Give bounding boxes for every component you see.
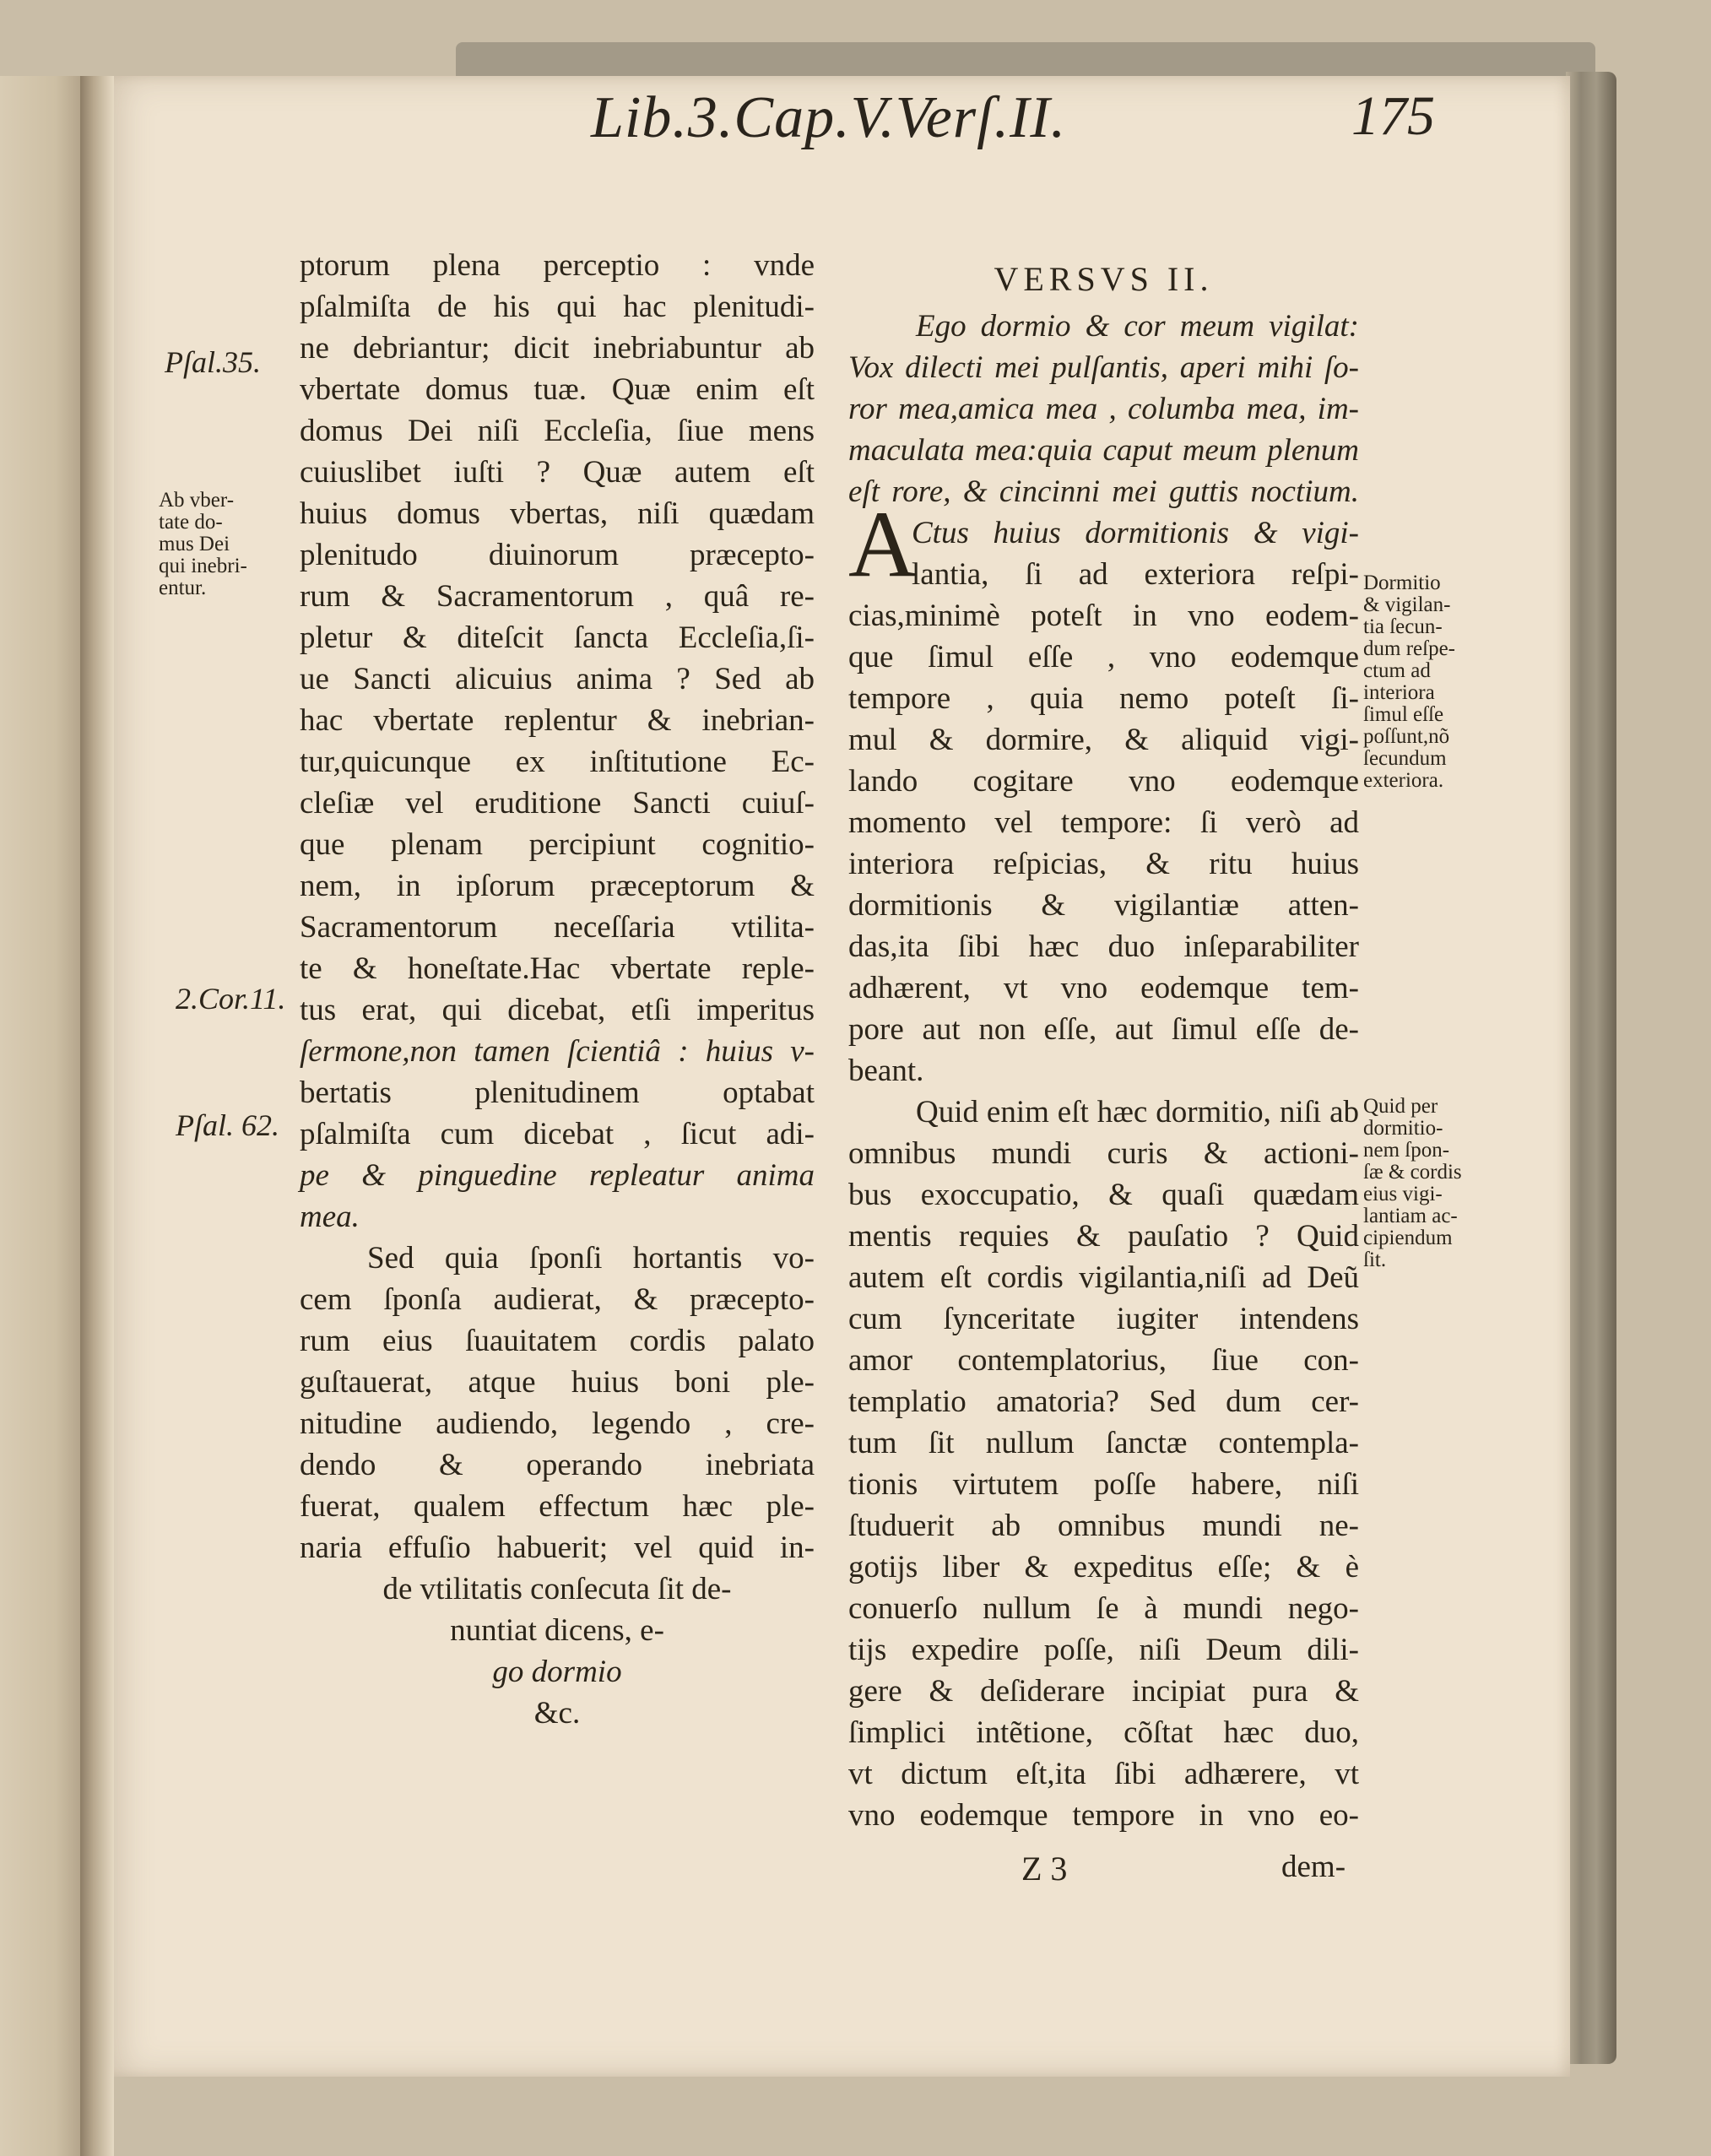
margin-ref-psalm-35: Pſal.35. bbox=[165, 345, 261, 379]
text-line: ſimplici intẽtione, cõſtat hæc duo, bbox=[848, 1715, 1359, 1750]
margin-note-dormitio bbox=[1363, 572, 1498, 792]
margin-note-line: eius vigi- bbox=[1363, 1183, 1443, 1205]
text-line: fuerat, qualem effectum hæc ple- bbox=[300, 1489, 815, 1524]
text-line: mentis requies & pauſatio ? Quid bbox=[848, 1219, 1359, 1254]
margin-note-line: ſæ & cordis bbox=[1363, 1161, 1462, 1184]
margin-note-line: dum reſpe- bbox=[1363, 637, 1455, 660]
margin-note-line: mus Dei bbox=[159, 533, 230, 555]
text-line: amor contemplatorius, ſiue con- bbox=[848, 1343, 1359, 1378]
text-line: te & honeſtate.Hac vbertate reple- bbox=[300, 951, 815, 986]
text-line: pore aut non eſſe, aut ſimul eſſe de- bbox=[848, 1012, 1359, 1047]
text-line: que plenam percipiunt cognitio- bbox=[300, 827, 815, 862]
margin-note-line: entur. bbox=[159, 577, 207, 599]
text-line: pe & pinguedine repleatur anima bbox=[300, 1158, 815, 1193]
text-line: domus Dei niſi Eccleſia, ſiue mens bbox=[300, 414, 815, 448]
running-title: Lib.3.Cap.V.Verſ.II. bbox=[591, 85, 1067, 150]
text-line: guſtauerat, atque huius boni ple- bbox=[300, 1365, 815, 1400]
text-line: conuerſo nullum ſe à mundi nego- bbox=[848, 1591, 1359, 1626]
text-line: cum ſynceritate iugiter intendens bbox=[848, 1302, 1359, 1336]
text-line: plenitudo diuinorum præcepto- bbox=[300, 538, 815, 572]
verse-line: eſt rore, & cincinni mei guttis noctium. bbox=[848, 474, 1359, 509]
page-header bbox=[591, 84, 1477, 177]
text-line: pletur & diteſcit ſancta Eccleſia,ſi- bbox=[300, 620, 815, 655]
text-line: cias,minimè poteſt in vno eodem- bbox=[848, 599, 1359, 633]
facing-page-edge bbox=[0, 76, 93, 2156]
text-line: tempore , quia nemo poteſt ſi- bbox=[848, 681, 1359, 716]
text-line: pſalmiſta de his qui hac plenitudi- bbox=[300, 290, 815, 324]
margin-note-line: & vigilan- bbox=[1363, 593, 1451, 616]
margin-note-line: ctum ad bbox=[1363, 659, 1431, 682]
text-line: go dormio bbox=[492, 1655, 622, 1689]
text-line: Sed quia ſponſi hortantis vo- bbox=[367, 1241, 815, 1276]
text-line: ptorum plena perceptio : vnde bbox=[300, 248, 815, 283]
text-line: templatio amatoria? Sed dum cer- bbox=[848, 1384, 1359, 1419]
page-stack-edge bbox=[1566, 72, 1616, 2064]
text-line: cuiuslibet iuſti ? Quæ autem eſt bbox=[300, 455, 815, 490]
margin-note-line: interiora bbox=[1363, 681, 1435, 704]
text-line: nitudine audiendo, legendo , cre- bbox=[300, 1406, 815, 1441]
text-line: mea. bbox=[300, 1200, 360, 1234]
text-line: das,ita ſibi hæc duo inſeparabiliter bbox=[848, 929, 1359, 964]
catchword: dem- bbox=[1281, 1850, 1346, 1884]
text-line: tum ſit nullum ſanctæ contempla- bbox=[848, 1426, 1359, 1460]
page-number: 175 bbox=[1351, 85, 1435, 147]
margin-note-line: nem ſpon- bbox=[1363, 1139, 1450, 1162]
text-line: nem, in ipſorum præceptorum & bbox=[300, 869, 815, 903]
margin-note-line: poſſunt,nõ bbox=[1363, 725, 1450, 748]
text-line: de vtilitatis conſecuta ſit de- bbox=[382, 1572, 732, 1606]
text-line: tijs expedire poſſe, niſi Deum dili- bbox=[848, 1633, 1359, 1667]
margin-note-line: Quid per bbox=[1363, 1095, 1438, 1118]
text-line: bus exoccupatio, & quaſi quædam bbox=[848, 1178, 1359, 1212]
text-line: ue Sancti alicuius anima ? Sed ab bbox=[300, 662, 815, 696]
text-line: omnibus mundi curis & actioni- bbox=[848, 1136, 1359, 1171]
text-line: tur,quicunque ex inſtitutione Ec- bbox=[300, 745, 815, 779]
margin-ref-2-cor-11: 2.Cor.11. bbox=[176, 982, 286, 1016]
book-gutter bbox=[80, 76, 114, 2156]
text-line: mul & dormire, & aliquid vigi- bbox=[848, 723, 1359, 757]
verse-line: ror mea,amica mea , columba mea, im- bbox=[848, 392, 1359, 426]
text-line: lando cogitare vno eodemque bbox=[848, 764, 1359, 799]
text-line: naria effuſio habuerit; vel quid in- bbox=[300, 1530, 815, 1565]
text-line: lantia, ſi ad exteriora reſpi- bbox=[912, 557, 1359, 592]
text-line: cem ſponſa audierat, & præcepto- bbox=[300, 1282, 815, 1317]
text-line: nuntiat dicens, e- bbox=[450, 1613, 664, 1648]
text-line: gere & deſiderare incipiat pura & bbox=[848, 1674, 1359, 1709]
margin-note-line: qui inebri- bbox=[159, 555, 247, 577]
text-line: cleſiæ vel eruditione Sancti cuiuſ- bbox=[300, 786, 815, 821]
margin-note-line: tia ſecun- bbox=[1363, 615, 1443, 638]
text-line: Sacramentorum neceſſaria vtilita- bbox=[300, 910, 815, 945]
text-line: Quid enim eſt hæc dormitio, niſi ab bbox=[916, 1095, 1359, 1129]
text-line: dendo & operando inebriata bbox=[300, 1448, 815, 1482]
text-line: bertatis plenitudinem optabat bbox=[300, 1075, 815, 1110]
text-line: vbertate domus tuæ. Quæ enim eſt bbox=[300, 372, 815, 407]
text-line: tus erat, qui dicebat, etſi imperitus bbox=[300, 993, 815, 1027]
verse-line: Vox dilecti mei pulſantis, aperi mihi ſo- bbox=[848, 350, 1359, 385]
margin-note-quid bbox=[1363, 1096, 1498, 1271]
verse-line: Ego dormio & cor meum vigilat: bbox=[916, 309, 1359, 344]
margin-note-line: Ab vber- bbox=[159, 489, 235, 512]
text-line: &c. bbox=[533, 1696, 581, 1731]
text-line: rum & Sacramentorum , quâ re- bbox=[300, 579, 815, 614]
margin-note-vbertate bbox=[159, 490, 285, 599]
text-line: Ctus huius dormitionis & vigi- bbox=[912, 516, 1359, 550]
drop-cap: A bbox=[848, 492, 917, 597]
right-text-column bbox=[848, 253, 1359, 1836]
margin-note-line: lantiam ac- bbox=[1363, 1205, 1458, 1227]
margin-note-line: cipiendum bbox=[1363, 1227, 1453, 1249]
text-line: interiora reſpicias, & ritu huius bbox=[848, 847, 1359, 881]
text-line: pſalmiſta cum dicebat , ſicut adi- bbox=[300, 1117, 815, 1151]
text-line: momento vel tempore: ſi verò ad bbox=[848, 805, 1359, 840]
margin-note-line: exteriora. bbox=[1363, 769, 1444, 792]
text-line: ſermone,non tamen ſcientiâ : huius v- bbox=[300, 1034, 815, 1069]
text-line: ſtuduerit ab omnibus mundi ne- bbox=[848, 1509, 1359, 1543]
margin-note-line: dormitio- bbox=[1363, 1117, 1443, 1140]
signature-mark: Z 3 bbox=[1021, 1850, 1068, 1888]
margin-note-line: Dormitio bbox=[1363, 572, 1441, 594]
text-line: vno eodemque tempore in vno eo- bbox=[848, 1798, 1359, 1833]
text-line: huius domus vbertas, niſi quædam bbox=[300, 496, 815, 531]
margin-note-line: ſimul eſſe bbox=[1363, 703, 1444, 726]
text-line: rum eius ſuauitatem cordis palato bbox=[300, 1324, 815, 1358]
text-line: que ſimul eſſe , vno eodemque bbox=[848, 640, 1359, 674]
text-line: gotijs liber & expeditus eſſe; & è bbox=[848, 1550, 1359, 1584]
margin-note-line: ſit. bbox=[1363, 1249, 1387, 1271]
text-line: tionis virtutem poſſe habere, niſi bbox=[848, 1467, 1359, 1502]
margin-note-line: tate do- bbox=[159, 511, 223, 534]
left-text-column bbox=[300, 245, 815, 1734]
text-line: autem eſt cordis vigilantia,niſi ad Deũ bbox=[848, 1260, 1359, 1295]
text-line: ne debriantur; dicit inebriabuntur ab bbox=[300, 331, 815, 366]
margin-note-line: ſecundum bbox=[1363, 747, 1447, 770]
text-line: adhærent, vt vno eodemque tem- bbox=[848, 971, 1359, 1005]
verse-line: maculata mea:quia caput meum plenum bbox=[848, 433, 1359, 468]
margin-ref-psalm-62: Pſal. 62. bbox=[176, 1108, 279, 1142]
text-line: vt dictum eſt,ita ſibi adhærere, vt bbox=[848, 1757, 1359, 1791]
text-line: dormitionis & vigilantiæ atten- bbox=[848, 888, 1359, 923]
verse-heading: VERSVS II. bbox=[994, 260, 1214, 298]
text-line: hac vbertate replentur & inebrian- bbox=[300, 703, 815, 738]
text-line: beant. bbox=[848, 1054, 924, 1088]
